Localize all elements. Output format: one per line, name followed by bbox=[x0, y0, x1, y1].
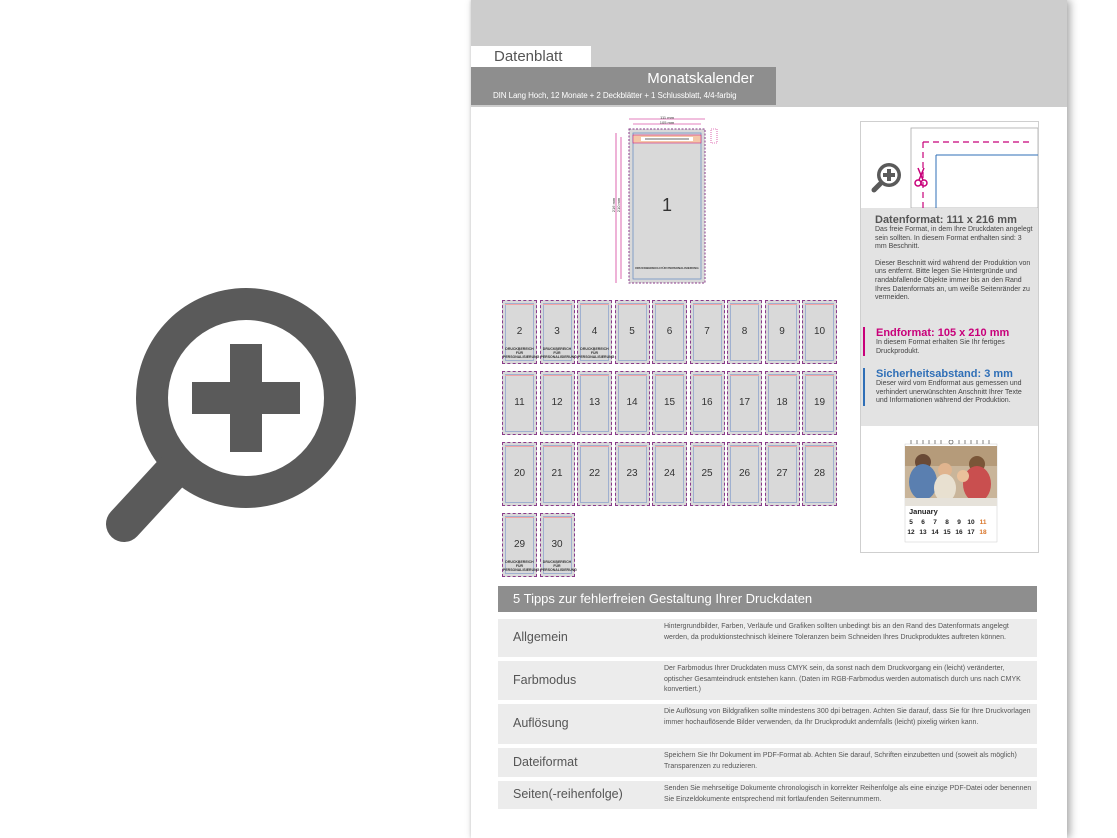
bleed-line bbox=[543, 517, 572, 518]
calendar-page-thumb bbox=[802, 300, 837, 364]
width-label-outer: 111 mm bbox=[660, 115, 674, 120]
calendar-page-thumb bbox=[502, 442, 537, 506]
calendar-page-thumb bbox=[577, 371, 612, 435]
calendar-page-thumb bbox=[615, 300, 650, 364]
page-number: 21 bbox=[551, 468, 563, 479]
calendar-day: 6 bbox=[921, 519, 925, 526]
bleed-line bbox=[543, 304, 572, 305]
calendar-page-thumb bbox=[502, 371, 537, 435]
tip-text: Der Farbmodus Ihrer Druckdaten muss CMYK sein, da sonst nach dem Druckvorgang ein (leicht) veränderter, optischer Gesamteindruck entstehen kann. (Daten im RGB-Farbmodus werden automatisch durch uns nach CMYK konvertiert.) bbox=[664, 665, 1021, 693]
page-number: 18 bbox=[776, 397, 788, 408]
calendar-page-thumb bbox=[577, 300, 615, 364]
bleed-line bbox=[618, 446, 647, 447]
tip-label: Farbmodus bbox=[513, 673, 577, 687]
calendar-page-thumb bbox=[615, 442, 650, 506]
zoom-in-icon[interactable] bbox=[100, 250, 360, 550]
calendar-day: 17 bbox=[967, 529, 975, 536]
safety-heading: Sicherheitsabstand: 3 mm bbox=[876, 368, 1013, 380]
datasheet-page bbox=[471, 0, 1067, 838]
bleed-line bbox=[768, 446, 797, 447]
calendar-page-thumb bbox=[615, 371, 650, 435]
bleed-line bbox=[505, 446, 534, 447]
calendar-day: 13 bbox=[919, 529, 927, 536]
data-format-text: Das freie Format, in dem Ihre Druckdaten angelegt sein sollten. In diesem Format enthalten sind: 3 mm Beschnitt. bbox=[875, 226, 1033, 251]
page-number: 28 bbox=[813, 468, 826, 479]
calendar-product-photo bbox=[901, 440, 1001, 544]
format-details bbox=[861, 208, 1038, 426]
page-number: 8 bbox=[741, 326, 748, 337]
bleed-line bbox=[505, 304, 534, 305]
bleed-line bbox=[730, 375, 759, 376]
info-zoom-area bbox=[861, 122, 1038, 208]
calendar-page-thumb bbox=[502, 513, 540, 577]
page-number: 16 bbox=[701, 397, 713, 408]
calendar-page-thumb bbox=[540, 371, 575, 435]
end-format-section bbox=[863, 327, 1035, 356]
bleed-line bbox=[618, 375, 647, 376]
calendar-day: 15 bbox=[943, 529, 951, 536]
tip-text: Die Auflösung von Bildgrafiken sollte mindestens 300 dpi betragen. Achten Sie darauf, dass Sie für Ihre Druckvorlagen immer hochauflösende Bilder verwenden, da Ihr Druckprodukt andernfalls (leicht) pixelig wirken kann. bbox=[664, 708, 1031, 726]
calendar-day: 18 bbox=[979, 529, 987, 536]
page-number: 9 bbox=[779, 326, 785, 337]
tip-row bbox=[498, 748, 1037, 777]
page-fine-print: DRUCKBEREICH FÜR PERSONALISIERUNG bbox=[503, 560, 540, 572]
page-number: 7 bbox=[704, 326, 710, 337]
calendar-page-thumb bbox=[540, 442, 575, 506]
page-fine-print: DRUCKBEREICH FÜR PERSONALISIERUNG bbox=[540, 347, 577, 359]
calendar-page-thumb bbox=[727, 371, 762, 435]
data-format-section bbox=[875, 214, 1035, 303]
bleed-line bbox=[543, 375, 572, 376]
page-number: 6 bbox=[666, 326, 673, 337]
calendar-page-thumb bbox=[502, 300, 540, 364]
bleed-line bbox=[730, 446, 759, 447]
calendar-page-thumb bbox=[690, 300, 725, 364]
bleed-line bbox=[805, 446, 834, 447]
page-number: 3 bbox=[554, 326, 560, 337]
tip-label: Auflösung bbox=[513, 716, 569, 730]
safety-margin-section bbox=[863, 368, 1035, 406]
calendar-page-thumb bbox=[652, 371, 687, 435]
safety-text: Dieser wird vom Endformat aus gemessen und verhindert unerwünschten Anschnitt Ihrer Texte und Informationen während der Produktion. bbox=[876, 380, 1022, 405]
bleed-line bbox=[580, 446, 609, 447]
data-format-text2: Dieser Beschnitt wird während der Produktion von uns entfernt. Bitte legen Sie Hintergründe und randabfallende Objekte immer bis an den Rand Ihres Datenformats an, um weiße Seitenränder zu vermeiden. bbox=[875, 259, 1031, 302]
calendar-page-thumb bbox=[802, 371, 837, 435]
product-subtitle: DIN Lang Hoch, 12 Monate + 2 Deckblätter + 1 Schlussblatt, 4/4-farbig bbox=[493, 91, 737, 100]
page-grid bbox=[502, 300, 842, 580]
page-number: 14 bbox=[626, 397, 638, 408]
tip-text: Hintergrundbilder, Farben, Verläufe und Grafiken sollten unbedingt bis an den Rand des Datenformats angelegt werden, da produktionstechnisch kleinere Toleranzen beim Schneiden Ihres Druckproduktes auftreten können. bbox=[664, 623, 1009, 641]
calendar-page-thumb bbox=[690, 442, 725, 506]
bleed-line bbox=[505, 375, 534, 376]
bleed-line bbox=[805, 375, 834, 376]
bleed-line bbox=[655, 375, 684, 376]
calendar-day: 7 bbox=[933, 519, 937, 526]
datasheet-label: Datenblatt bbox=[471, 46, 591, 67]
bleed-line bbox=[580, 304, 609, 305]
scissors-icon bbox=[914, 166, 928, 188]
bleed-line bbox=[693, 304, 722, 305]
calendar-page-thumb bbox=[577, 442, 612, 506]
bleed-line bbox=[655, 304, 684, 305]
calendar-page-thumb bbox=[690, 371, 725, 435]
page-number: 23 bbox=[626, 468, 638, 479]
calendar-page-thumb bbox=[652, 442, 687, 506]
tip-label: Seiten(-reihenfolge) bbox=[513, 787, 623, 801]
height-label-outer: 216 mm bbox=[611, 197, 616, 213]
page-fine-print: DRUCKBEREICH FÜR PERSONALISIERUNG bbox=[503, 347, 540, 359]
page-number: 2 bbox=[516, 326, 523, 337]
calendar-page-thumb bbox=[540, 513, 575, 577]
page-number: 19 bbox=[813, 397, 826, 408]
tip-row bbox=[498, 704, 1037, 744]
bleed-line bbox=[730, 304, 759, 305]
page-fine-print: DRUCKBEREICH FÜR PERSONALISIERUNG bbox=[578, 347, 615, 359]
calendar-day: 14 bbox=[931, 529, 939, 536]
page-number: 15 bbox=[663, 397, 676, 408]
calendar-page-thumb bbox=[765, 300, 800, 364]
page-number: 24 bbox=[663, 468, 676, 479]
calendar-page-thumb bbox=[652, 300, 687, 364]
page-number: 25 bbox=[701, 468, 713, 479]
calendar-page-thumb bbox=[802, 442, 837, 506]
tip-row bbox=[498, 781, 1037, 809]
page-number: 26 bbox=[738, 468, 751, 479]
calendar-day: 11 bbox=[979, 519, 987, 526]
bleed-line bbox=[618, 304, 647, 305]
calendar-day: 10 bbox=[967, 519, 975, 526]
page-number: 10 bbox=[813, 326, 826, 337]
end-format-text: In diesem Format erhalten Sie Ihr fertiges Druckprodukt. bbox=[876, 339, 1005, 355]
format-info-box bbox=[860, 121, 1039, 553]
calendar-page-thumb bbox=[727, 300, 762, 364]
bleed-line bbox=[543, 446, 572, 447]
title-bar bbox=[471, 67, 776, 105]
page-number: 30 bbox=[551, 539, 563, 550]
tips-header: 5 Tipps zur fehlerfreien Gestaltung Ihrer Druckdaten bbox=[498, 586, 1037, 612]
info-zoom-icon[interactable] bbox=[871, 160, 903, 194]
page-fine-print: DRUCKBEREICH FÜR PERSONALISIERUNG bbox=[540, 560, 577, 572]
page-number: 29 bbox=[513, 539, 526, 550]
product-title: Monatskalender bbox=[647, 70, 754, 87]
calendar-day: 8 bbox=[945, 519, 949, 526]
calendar-page-thumb bbox=[765, 371, 800, 435]
calendar-month: January bbox=[909, 507, 938, 516]
width-label-inner: 105 mm bbox=[659, 120, 675, 125]
bleed-line bbox=[768, 375, 797, 376]
calendar-page-thumb bbox=[765, 442, 800, 506]
cover-page-number: 1 bbox=[661, 195, 673, 215]
end-format-heading: Endformat: 105 x 210 mm bbox=[876, 327, 1010, 339]
page-number: 20 bbox=[513, 468, 526, 479]
tip-text: Speichern Sie Ihr Dokument im PDF-Format ab. Achten Sie darauf, Schriften einzubetten und (soweit als möglich) Transparenzen zu reduzieren. bbox=[664, 752, 1017, 770]
calendar-day: 9 bbox=[957, 519, 961, 526]
bleed-line bbox=[693, 446, 722, 447]
calendar-page-thumb bbox=[540, 300, 575, 364]
calendar-day: 12 bbox=[907, 529, 915, 536]
data-format-heading: Datenformat: 111 x 216 mm bbox=[875, 214, 1017, 226]
tip-row bbox=[498, 661, 1037, 700]
bleed-line bbox=[655, 446, 684, 447]
tip-label: Dateiformat bbox=[513, 755, 578, 769]
cover-page-diagram bbox=[611, 115, 723, 287]
height-label-inner: 210 mm bbox=[616, 197, 621, 213]
calendar-day: 5 bbox=[909, 519, 913, 526]
page-number: 27 bbox=[776, 468, 788, 479]
page-number: 11 bbox=[514, 397, 525, 408]
page-number: 4 bbox=[591, 326, 598, 337]
cover-fine-print: DRUCKBEREICH FÜR PERSONALISIERUNG bbox=[635, 266, 699, 270]
page-number: 22 bbox=[588, 468, 601, 479]
bleed-line bbox=[768, 304, 797, 305]
bleed-line bbox=[805, 304, 834, 305]
tip-label: Allgemein bbox=[513, 630, 568, 644]
page-number: 5 bbox=[629, 326, 635, 337]
bleed-line bbox=[693, 375, 722, 376]
page-number: 12 bbox=[551, 397, 563, 408]
calendar-page-thumb bbox=[727, 442, 762, 506]
page-number: 17 bbox=[738, 397, 751, 408]
bleed-line bbox=[505, 517, 534, 518]
tip-row bbox=[498, 619, 1037, 657]
page-number: 13 bbox=[588, 397, 601, 408]
tip-text: Senden Sie mehrseitige Dokumente chronologisch in korrekter Reihenfolge als eine einzige PDF-Datei oder benennen Sie Einzeldokumente entsprechend mit fortlaufenden Seitennummern. bbox=[664, 785, 1032, 803]
calendar-day: 16 bbox=[955, 529, 963, 536]
bleed-line bbox=[580, 375, 609, 376]
